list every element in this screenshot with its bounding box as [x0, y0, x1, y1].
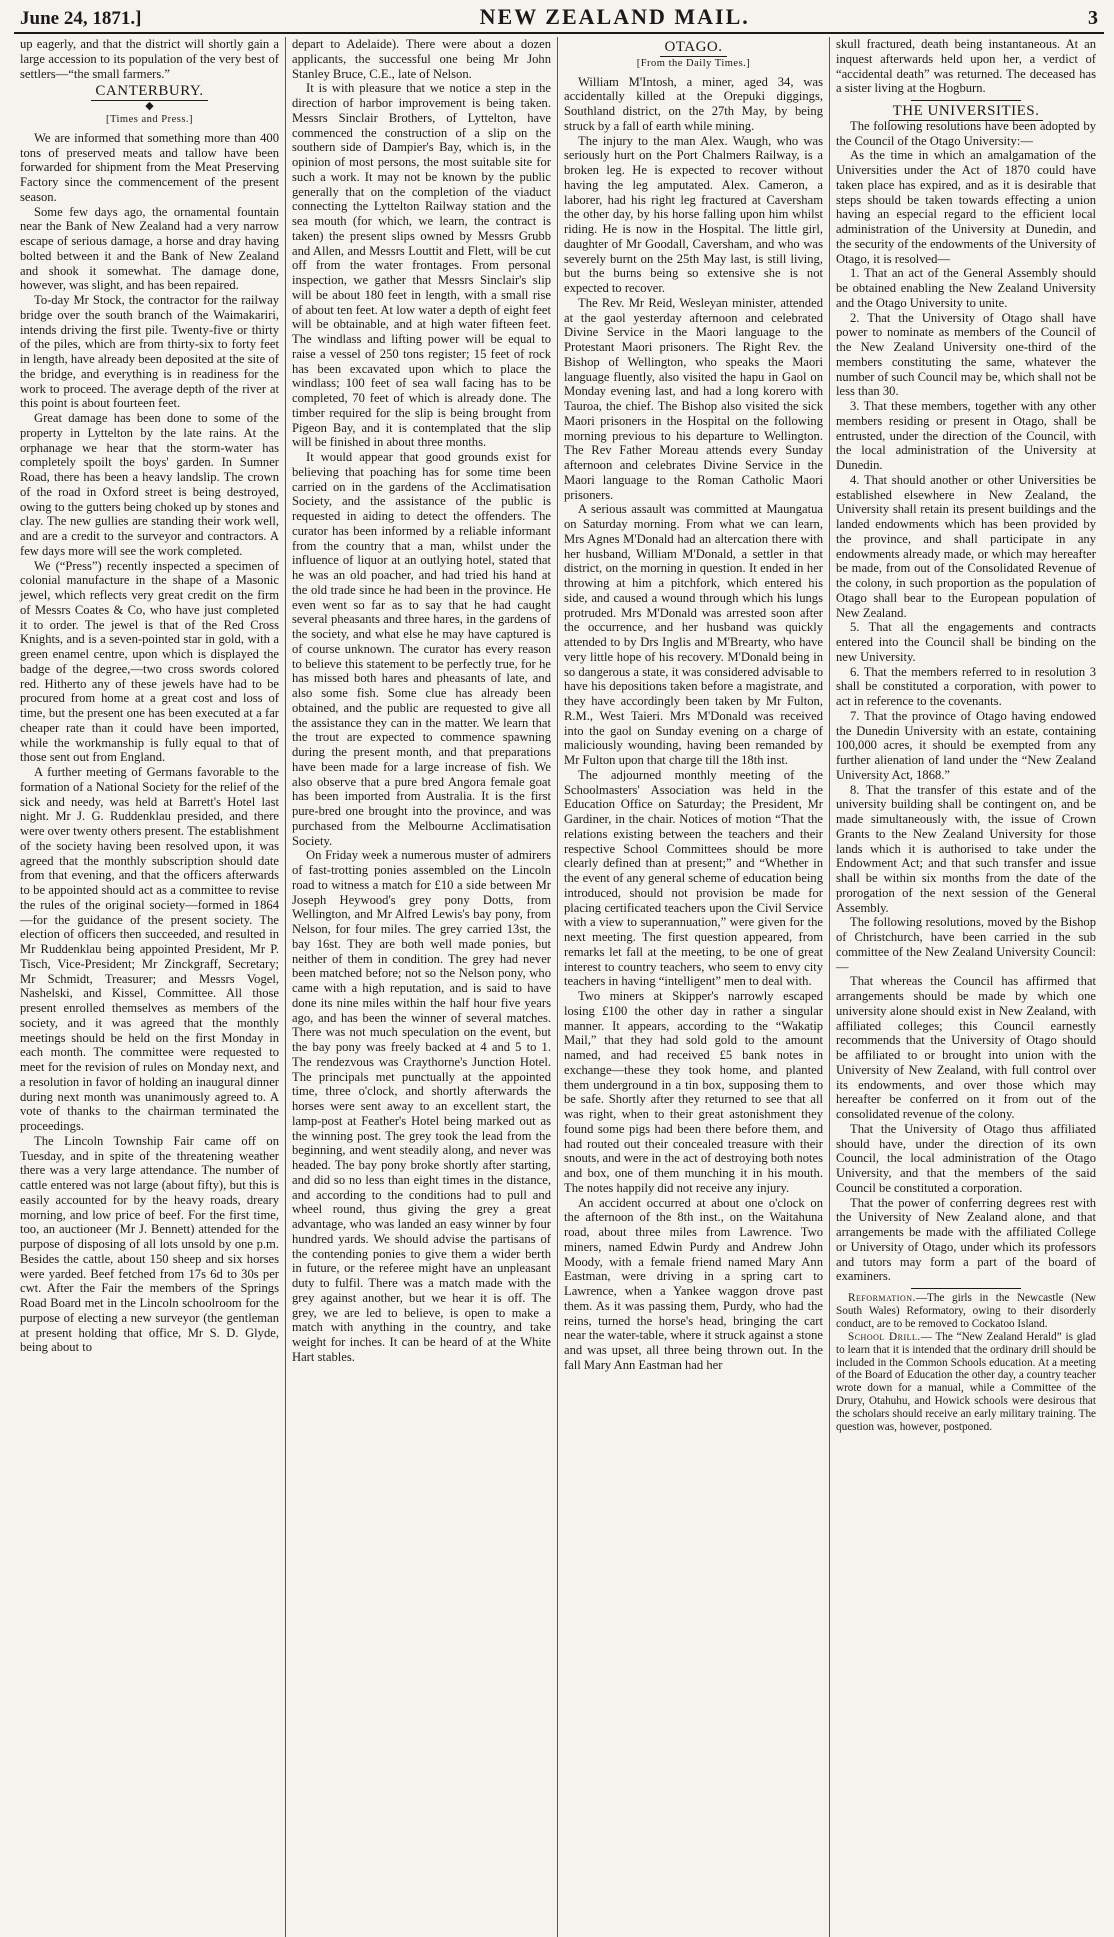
paragraph: The Lincoln Township Fair came off on Tuesday, and in spite of the threatening weather there was a very large attendance. The number of cattle entered was not large (about fifty), but this is easily accounted for by the heavy roads, dreary morning, and low price of beef. For the first time, too, an auctioneer (Mr J. Bennett) attended for the purpose of disposing of all lots unsold by one p.m. Besides the cattle, about 150 sheep and six horses were yarded. Beef fetched from 17s 6d to 30s per cwt. After the Fair the members of the Springs Road Board met in the Lincoln schoolroom for the purpose of electing a new surveyor (the gentleman at present holding that office, Mr S. D. Glyde, being about to: [20, 1133, 279, 1355]
section-source: [Times and Press.]: [105, 114, 194, 125]
note-text: —The girls in the Newcastle (New South Wales) Reformatory, owing to their disorderly conduct, are to be removed to Cockatoo Island.: [836, 1292, 1096, 1330]
continued-text: skull fractured, death being instantaneous. At an inquest afterwards held upon her, a verdict of “accidental death” was returned. The deceased has a sister living at the Hogburn.: [836, 37, 1096, 96]
paragraph: The injury to the man Alex. Waugh, who was seriously hurt on the Port Chalmers Railway, is a broken leg. He is expected to recover without having the leg amputated. Alex. Cameron, a laborer, had his right leg fractured at Caversham the other day, by his horse falling upon him whilst riding. He is now in the Hospital. The little girl, daughter of Mr Goodall, Caversham, and who was severely burnt on the 25th May last, is still living, but the burns being so extensive she is not expected to recover.: [564, 133, 823, 295]
section-heading-canterbury: CANTERBURY.: [20, 84, 279, 99]
column-1: [14, 37, 286, 1937]
paragraph: The adjourned monthly meeting of the Schoolmasters' Association was held in the Education Office on Saturday; the President, Mr Gardiner, in the chair. Notices of motion “That the relations existing between the teachers and their respective School Committees should be more clearly defined than at present;” and “Whether in the event of any general scheme of education being introduced, should not provision be made for placing certificated teachers upon the Civil Service with a view to superannuation,” were given for the next meeting. The first question appeared, from remarks let fall at the meeting, to be one of great interest to country teachers, who seem to envy city teachers in having “intelligent” men to deal with.: [564, 767, 823, 989]
paragraph: We are informed that something more than 400 tons of preserved meats and tallow have been forwarded for shipment from the Meat Preserving Factory since the commencement of the present season.: [20, 130, 279, 204]
paragraph: William M'Intosh, a miner, aged 34, was accidentally killed at the Orepuki diggings, Southland district, on the 27th May, by being struck by a fall of earth while mining.: [564, 74, 823, 133]
ornament-diamond-icon: ◆: [145, 100, 154, 112]
paragraph: 3. That these members, together with any other members residing or present in Otago, shall be entrusted, under the direction of the Council, with the local administration of the University at Dunedin.: [836, 399, 1096, 472]
columns: [14, 37, 1104, 1937]
continued-text: up eagerly, and that the district will shortly gain a large accession to its population of the very best of settlers—“the small farmers.”: [20, 37, 279, 81]
section-heading-otago: OTAGO.: [564, 40, 823, 55]
article-body: [20, 131, 279, 1355]
paragraph: On Friday week a numerous muster of admirers of fast-trotting ponies assembled on the Lincoln road to witness a match for £10 a side between Mr Joseph Heywood's grey pony Dotts, from Wellington, and Mr Alfred Lewis's bay pony, from Nelson, for four miles. The grey carried 13st, the bay 16st. They are both well made ponies, but neither of them in condition. The grey had never been matched before; not so the Nelson pony, who came with a high reputation, and is said to have done its nine miles within the half hour five years ago, and has been the winner of several matches. There was not much speculation on the event, but the bay pony was freely backed at 4 and 5 to 1. The rendezvous was Craythorne's Junction Hotel. The principals met punctually at the appointed time, three o'clock, and shortly afterwards the horses were sent away to an excellent start, the lamp-post at Feather's Hotel being marked out as the winning post. The grey took the lead from the beginning, and went steadily along, and never was headed. The bay pony broke shortly after starting, and did so no less than eight times in the distance, and according to the conditions had to pull and wheel round, thus giving the grey a great advantage, who was landed an easy winner by four hundred yards. We should advise the partisans of the contending ponies to give them a wider berth in future, or the referee might have an unpleasant duty to fulfil. There was a match made with the grey against another, but we hear it is off. The grey, we are led to believe, is open to make a match with anything in the country, and take weight for inches. It can be heard of at the White Hart stables.: [292, 848, 551, 1364]
issue-date: June 24, 1871.]: [20, 8, 142, 29]
paragraph: A serious assault was committed at Maungatua on Saturday morning. From what we can learn, Mrs Agnes M'Donald had an altercation there with her husband, William M'Donald, a settler in that district, on the morning in question. It ended in her throwing at him a pitchfork, which entered his side, and caused a wound through which his lungs protruded. Mrs M'Donald was arrested soon after the occurrence, and her husband was quickly attended to by Drs Inglis and M'Brearty, who have very little hope of his recovery. M'Donald being in so dangerous a state, it was considered advisable to have his depositions taken before a magistrate, and they have accordingly been taken by Mr Fulton, R.M., West Taieri. Mrs M'Donald was received into the gaol on Sunday evening on a charge of maliciously wounding, having been remanded by Mr Fulton upon that charge till the 18th inst.: [564, 502, 823, 767]
note-title: Reformation.: [848, 1292, 916, 1304]
column-2: [286, 37, 558, 1937]
article-body: [292, 37, 551, 1365]
paragraph: 4. That should another or other Universities be established elsewhere in New Zealand, the University shall retain its present buildings and the landed endowments which has been provided by the province, and shall participate in any endowments already made, or which may hereafter be made, from out of the Consolidated Revenue of the colony, in such proportion as the population of Otago shall bear to the European population of New Zealand.: [836, 472, 1096, 620]
short-notes: [836, 1292, 1096, 1434]
section-source: [From the Daily Times.]: [636, 57, 751, 69]
divider: [911, 100, 1021, 101]
paragraph: An accident occurred at about one o'clock on the afternoon of the 8th inst., on the Waitahuna road, about three miles from Lawrence. Two miners, named Edwin Purdy and Andrew John Moody, with a female friend named Mary Ann Eastman, were driving in a spring cart to Lawrence, when a Yankee waggon drove past them. As it was passing them, Purdy, who had the reins, turned the horse's head, bringing the cart near the water-table, where it struck against a stone and was upset, all three being thrown out. In the fall Mary Ann Eastman had her: [564, 1195, 823, 1372]
column-3: [558, 37, 830, 1937]
page-header: [14, 4, 1104, 34]
paragraph: 7. That the province of Otago having endowed the Dunedin University with an estate, containing 100,000 acres, it should be exempted from any further alienation of land under the “New Zealand University Act, 1868.”: [836, 708, 1096, 782]
paragraph: Great damage has been done to some of the property in Lyttelton by the late rains. At the orphanage we hear that the storm-water has completely spoilt the boys' garden. In Sumner Road, there has been a heavy landslip. The crown of the road in Oxford street is being destroyed, owing to the gutters being choked up by stones and clay. The new gullies are standing their work well, and are a credit to the surveyor and contractors. A few days more will see the work completed.: [20, 411, 279, 558]
news-note: [836, 1331, 1096, 1434]
paragraph: It would appear that good grounds exist for believing that poaching has for some time been carried on in the gardens of the Acclimatisation Society, and the assistance of the public is requested in aiding to detect the offenders. The curator has been informed by a reliable informant from the country that a man, whilst under the influence of liquor at an outlying hotel, stated that he was an old poacher, and had tried his hand at the old trade since he had been in the province. He even went so far as to say that he had caught several pheasants and three hares, in the gardens of the society, and what else he may have captured is of course unknown. The curator has every reason to believe this statement to be perfectly true, for he has missed both hares and pheasants of late, and also some fish. Some clue has already been obtained, and the public are requested to give all the assistance they can in the matter. We learn that the trout are expected to commence spawning during the present month, and that preparations have been made for a large increase of fish. We also observe that a pure bred Angora female goat has been imported from Australia. It is the first pure-bred one brought into the province, and was purchased from the Melbourne Acclimatisation Society.: [292, 450, 551, 848]
paragraph: A further meeting of Germans favorable to the formation of a National Society for the relief of the sick and needy, was held at Barrett's Hotel last night. Mr J. G. Ruddenklau presided, and there were over twenty others present. The establishment of the society having been resolved upon, it was agreed that the monthly subscription should date from that evening, and that the officers afterwards to be appointed should act as a committee to revise the rules of the original society—formed in 1864—for the guidance of the present society. The election of officers then succeeded, and resulted in Mr Ruddenklau being appointed President, Mr P. Tisch, Vice-President; Mr Zinckgraff, Secretary; Mr Schmidt, Treasurer; and Messrs Vogel, Nashelski, and Kissel, Committee. All those present enrolled themselves as members of the society, and it was agreed that the monthly meetings should be held on the first Monday in each month. The committee were requested to meet for the revision of rules on Monday next, and a resolution in favor of holding an inaugural dinner during next month was unanimously agreed to. A vote of thanks to the chairman terminated the proceedings.: [20, 765, 279, 1133]
paragraph: 2. That the University of Otago shall have power to nominate as members of the Council of the New Zealand University one-third of the members constituting the same, whatever the number of such Council may be, which shall not be less than 30.: [836, 310, 1096, 399]
paragraph: 1. That an act of the General Assembly should be obtained enabling the New Zealand University and the Otago University to unite.: [836, 266, 1096, 310]
article-body: [836, 119, 1096, 1284]
note-text: — The “New Zealand Herald” is glad to learn that it is intended that the ordinary drill should be included in the Common Schools education. At a meeting of the Board of Education the other day, a country teacher wrote down for a manual, while a Committee of the Drury, Otahuhu, and Howick schools were desirous that the scholars should receive an early military training. The question was, however, postponed.: [836, 1330, 1096, 1434]
paragraph: That the University of Otago thus affiliated should have, under the direction of its own Council, the local administration of the Otago University, and that the members of the said Council be constituted a corporation.: [836, 1121, 1096, 1195]
paragraph: We (“Press”) recently inspected a specimen of colonial manufacture in the shape of a Masonic jewel, which reflects very great credit on the firm of Messrs Coates & Co, who have just completed it to order. The jewel is that of the Red Cross Knights, and is a seven-pointed star in gold, with a green enamel centre, upon which is displayed the badge of the degree,—two cross swords colored red. Hitherto any of these jewels have had to be procured from home at a great cost and loss of time, but the present one has been executed at a far cheaper rate than it could have been imported, while the workmanship is fully equal to that of those sent out from England.: [20, 558, 279, 765]
note-title: School Drill.: [848, 1330, 921, 1343]
page-number: 3: [1088, 7, 1098, 29]
paragraph: Two miners at Skipper's narrowly escaped losing £100 the other day in rather a singular manner. It appears, according to the “Wakatip Mail,” that they had sold gold to the amount named, and had received £5 bank notes in exchange—these they took home, and planted them underground in a tin box, supposing them to be safe. Shortly after they returned to see that all was right, when to their great astonishment they found some pigs had been there before them, and had routed out their concealed treasure with their snouts, and were in the act of destroying both notes and box, one of them munching it in his mouth. The notes happily did not receive any injury.: [564, 989, 823, 1195]
article-body: [564, 75, 823, 1373]
masthead-title: NEW ZEALAND MAIL.: [479, 4, 750, 29]
paragraph: Some few days ago, the ornamental fountain near the Bank of New Zealand had a very narrow escape of serious damage, a horse and dray having bolted between it and the Bank of New Zealand and shook it somewhat. The damage done, however, was slight, and has been repaired.: [20, 204, 279, 293]
paragraph: 5. That all the engagements and contracts entered into the Council shall be binding on the new University.: [836, 620, 1096, 664]
news-note: [836, 1292, 1096, 1331]
paragraph: That whereas the Council has affirmed that arrangements should be made by which one university alone should exist in New Zealand, with affiliated colleges; this Council earnestly recommends that the University of Otago should be affiliated to or brought into union with the University of New Zealand, with full control over its endowments, and over those which may hereafter be conferred on it from out of the consolidated revenue of the colony.: [836, 974, 1096, 1121]
paragraph: 6. That the members referred to in resolution 3 shall be constituted a corporation, with power to act in reference to the covenants.: [836, 664, 1096, 708]
paragraph: To-day Mr Stock, the contractor for the railway bridge over the south branch of the Waimakariri, intends driving the first pile. Twenty-five or thirty of the piles, which are from thirty-six to forty feet in length, have already been deposited at the site of the bridge, and everything is in readiness for the work to proceed. The average depth of the river at this point is about fourteen feet.: [20, 293, 279, 411]
paragraph: depart to Adelaide). There were about a dozen applicants, the successful one being Mr John Stanley Bruce, C.E., late of Nelson.: [292, 37, 551, 81]
paragraph: The following resolutions, moved by the Bishop of Christchurch, have been carried in the sub committee of the New Zealand University Council:—: [836, 915, 1096, 974]
paragraph: As the time in which an amalgamation of the Universities under the Act of 1870 could have taken place has expired, and as it is desirable that steps should be taken towards effecting a union having an especial regard to the efficient local administration of the University at Dunedin, and the security of the endowments of the University of Otago, it is resolved—: [836, 148, 1096, 266]
paragraph: That the power of conferring degrees rest with the University of New Zealand alone, and that arrangements be made with the affiliated College or University of Otago, under which its professors and tutors may form a part of the board of examiners.: [836, 1195, 1096, 1284]
paragraph: The following resolutions have been adopted by the Council of the Otago University:—: [836, 118, 1096, 148]
paragraph: 8. That the transfer of this estate and of the university building shall be contingent on, and be made simultaneously with, the issue of Crown Grants to the New Zealand University for those lands which it is authorised to take under the Endowment Act; and that such transfer and issue shall be within six months from the date of the prorogation of the next session of the General Assembly.: [836, 782, 1096, 915]
divider: [911, 1288, 1021, 1289]
section-heading-universities: THE UNIVERSITIES.: [836, 104, 1096, 119]
paragraph: It is with pleasure that we notice a step in the direction of harbor improvement is being taken. Messrs Sinclair Brothers, of Lyttelton, have commenced the construction of a slip on the southern side of Dampier's Bay, which is, in the opinion of most persons, the most suitable site for such a work. It may not be known by the public generally that on the completion of the viaduct connecting the Lyttelton Railway station and the sea mouth (for which, we learn, the contract is taken) the present slips owned by Messrs Grubb and Allen, and Messrs Louttit and Flett, will be cut off from the water frontages. From personal inspection, we gather that Messrs Sinclair's slip will be about 180 feet in length, with a small rise of about ten feet. At low water a depth of eight feet will be obtainable, and at high water fifteen feet. The windlass and lifting power will be equal to raise a vessel of 250 tons register; 15 feet of rock has been excavated upon which to place the windlass; 100 feet of sea wall facing has to be completed, 70 feet of which is already done. The timber required for the slip is being brought from Pigeon Bay, and it is contemplated that the slip will be finished in about three months.: [292, 81, 551, 450]
paragraph: The Rev. Mr Reid, Wesleyan minister, attended at the gaol yesterday afternoon and celebrated Divine Service in the Maori language to the Protestant Maori prisoners. The Right Rev. the Bishop of Wellington, who speaks the Maori language fluently, also visited the hapu in Gaol on Monday evening last, and had a long korero with Tauroa, the chief. The Bishop also visited the sick Maori prisoners in the Hospital on the following morning previous to his departure to Wellington. The Rev Father Moreau attends every Sunday afternoon and celebrates Divine Service in the Maori language to the Roman Catholic Maori prisoners.: [564, 295, 823, 502]
column-4: [830, 37, 1102, 1937]
